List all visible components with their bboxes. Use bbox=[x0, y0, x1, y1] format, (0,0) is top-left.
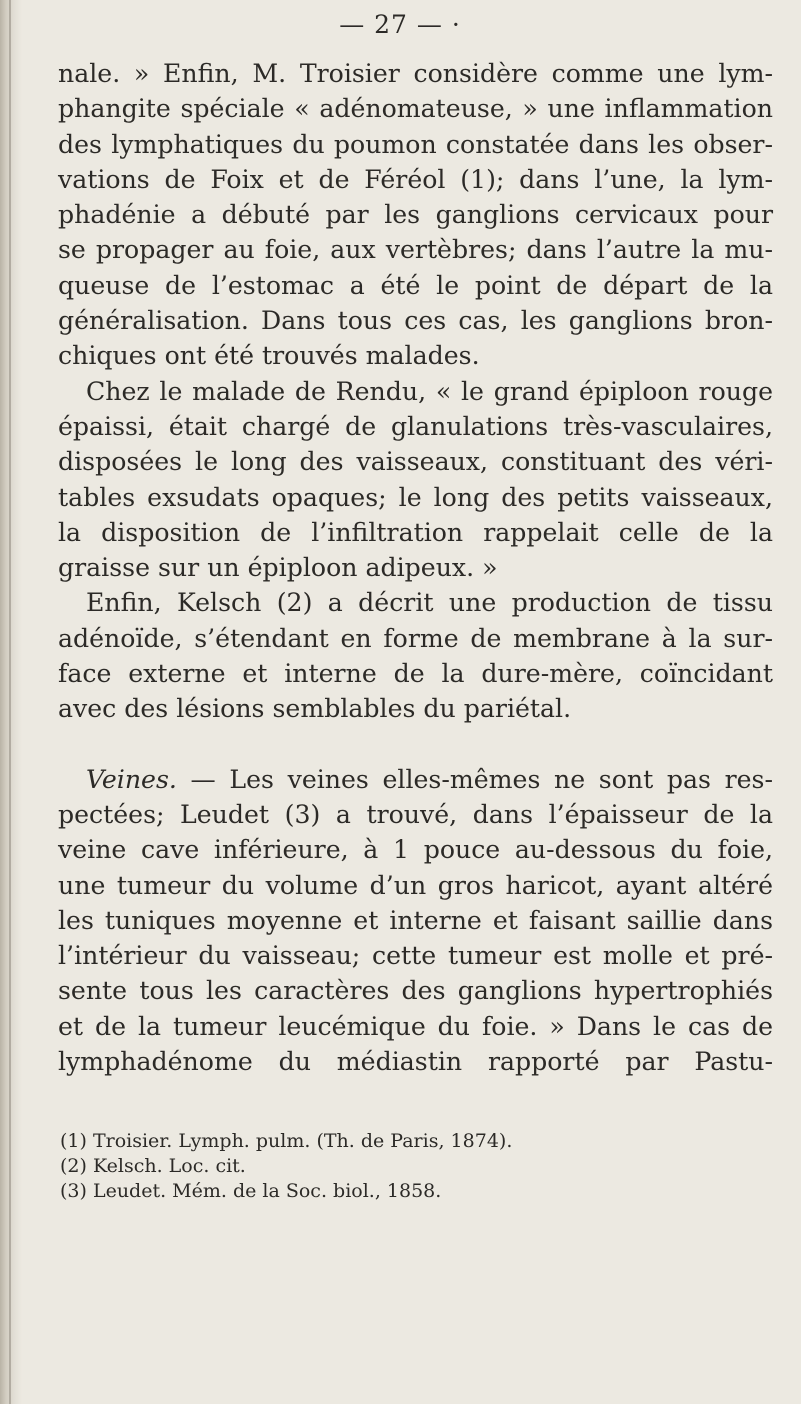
body-text bbox=[58, 56, 773, 1079]
text-line bbox=[58, 762, 773, 797]
text-line: queuse de l’estomac a été le point de départ de la bbox=[58, 270, 773, 300]
text-line: une tumeur du volume d’un gros haricot, ayant altéré bbox=[58, 870, 773, 900]
text-line: la disposition de l’infiltration rappelait celle de la bbox=[58, 517, 773, 547]
text-line: et de la tumeur leucémique du foie. » Dans le cas de bbox=[58, 1011, 773, 1041]
text-line-rest: — Les veines elles-mêmes ne sont pas res- bbox=[176, 764, 773, 794]
text-line: disposées le long des vaisseaux, constituant des véri- bbox=[58, 447, 773, 477]
text-line: sente tous les caractères des ganglions hypertrophiés bbox=[58, 976, 773, 1006]
footnote: (2) Kelsch. Loc. cit. bbox=[60, 1155, 246, 1177]
text-line: graisse sur un épiploon adipeux. » bbox=[58, 553, 498, 583]
text-line: nale. » Enfin, M. Troisier considère comme une lym- bbox=[58, 59, 773, 88]
text-line: adénoïde, s’étendant en forme de membrane à la sur- bbox=[58, 623, 773, 653]
text-line: avec des lésions semblables du pariétal. bbox=[58, 694, 572, 724]
page-number: — 27 — · bbox=[339, 10, 461, 39]
page-binding-line bbox=[9, 0, 11, 1404]
text-line: l’intérieur du vaisseau; cette tumeur est molle et pré- bbox=[58, 941, 773, 971]
text-line: se propager au foie, aux vertèbres; dans l’autre la mu- bbox=[58, 235, 773, 265]
text-line: généralisation. Dans tous ces cas, les ganglions bron- bbox=[58, 306, 773, 336]
text-line: phangite spéciale « adénomateuse, » une inflammation bbox=[58, 94, 773, 124]
text-line: vations de Foix et de Féréol (1); dans l’une, la lym- bbox=[58, 164, 773, 194]
text-line: chiques ont été trouvés malades. bbox=[58, 341, 480, 371]
footnote: (3) Leudet. Mém. de la Soc. biol., 1858. bbox=[60, 1180, 442, 1202]
text-line: pectées; Leudet (3) a trouvé, dans l’épaisseur de la bbox=[58, 799, 773, 829]
page-binding-shadow bbox=[0, 0, 22, 1404]
footnote: (1) Troisier. Lymph. pulm. (Th. de Paris, 1874). bbox=[60, 1130, 513, 1152]
text-line: lymphadénome du médiastin rapporté par Pastu- bbox=[58, 1047, 773, 1077]
text-line: phadénie a débuté par les ganglions cervicaux pour bbox=[58, 200, 773, 230]
text-line: tables exsudats opaques; le long des petits vaisseaux, bbox=[58, 482, 773, 512]
section-gap bbox=[58, 727, 773, 762]
text-line: face externe et interne de la dure-mère, coïncidant bbox=[58, 659, 773, 689]
text-line: Enfin, Kelsch (2) a décrit une production de tissu bbox=[86, 588, 773, 618]
text-line: épaissi, était chargé de glanulations très-vasculaires, bbox=[58, 411, 773, 441]
text-line: veine cave inférieure, à 1 pouce au-dessous du foie, bbox=[58, 835, 773, 865]
section-heading: Veines. bbox=[86, 764, 177, 794]
footnotes bbox=[60, 1129, 760, 1204]
text-line: des lymphatiques du poumon constatée dans les obser- bbox=[58, 129, 773, 159]
text-line: Chez le malade de Rendu, « le grand épiploon rouge bbox=[86, 376, 773, 406]
text-line: les tuniques moyenne et interne et faisant saillie dans bbox=[58, 905, 773, 935]
